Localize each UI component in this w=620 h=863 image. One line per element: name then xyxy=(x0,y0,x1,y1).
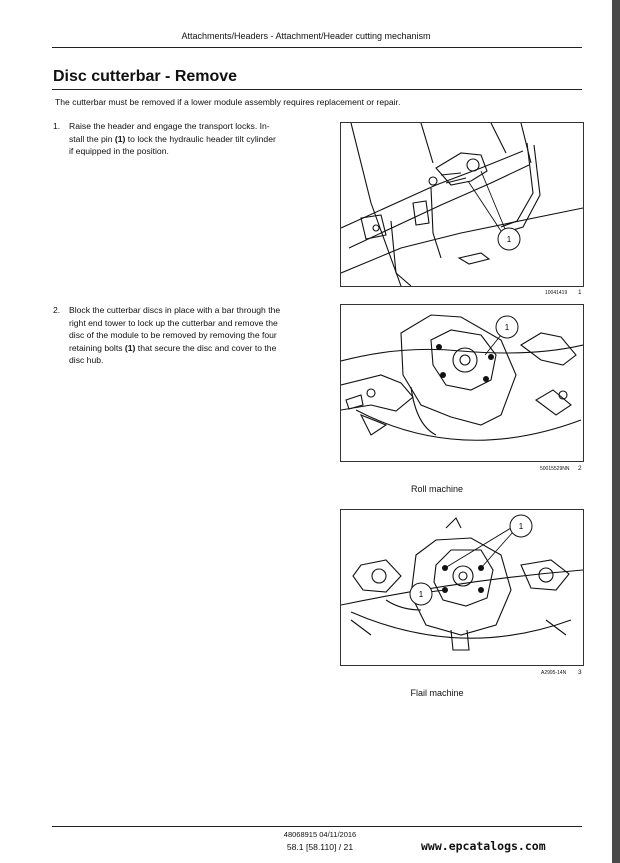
figure-1-illustration xyxy=(341,123,583,286)
page-edge-shadow xyxy=(612,0,620,863)
figure-2-roll-machine-disc xyxy=(340,304,584,462)
figure-2-illustration xyxy=(341,305,583,461)
figure-1-code: 10041419 xyxy=(545,290,568,296)
running-header: Attachments/Headers - Attachment/Header cutting mechanism xyxy=(181,31,431,41)
callout-label: 1 xyxy=(518,522,524,531)
step-2 xyxy=(53,304,319,367)
callout-label: 1 xyxy=(506,235,512,244)
watermark: www.epcatalogs.com xyxy=(421,839,546,853)
figure-3-code: A2995-14N xyxy=(541,670,567,676)
figure-1-number: 1 xyxy=(578,289,582,296)
section-title: Disc cutterbar - Remove xyxy=(53,68,238,85)
figure-2-number: 2 xyxy=(578,465,582,472)
callout-ref: (1) xyxy=(114,133,126,144)
step-text: Block the cutterbar discs in place with a bar through the right end tower to lock up the cutterbar and remove the disc of the module to be removed by removing the four retaining bolts (1) that secure the disc and cover to the disc hub. xyxy=(69,305,281,365)
figure-3-number: 3 xyxy=(578,669,582,676)
figure-3-illustration xyxy=(341,510,583,665)
footer-page-ref: 58.1 [58.110] / 21 xyxy=(286,842,354,852)
callout-label: 1 xyxy=(504,323,510,332)
figure-2-code: 50015529NN xyxy=(540,466,570,472)
footer-doc-ref: 48068915 04/11/2016 xyxy=(283,830,357,839)
step-1 xyxy=(53,120,319,158)
header-rule xyxy=(52,47,582,48)
step-number: 2. xyxy=(53,305,61,315)
step-text: Raise the header and engage the transport locks. In- stall the pin (1) to lock the hydraulic header tilt cylinder if equipped in the position. xyxy=(69,121,276,156)
callout-label: 1 xyxy=(418,590,424,599)
intro-text: The cutterbar must be removed if a lower module assembly requires replacement or repair. xyxy=(55,97,401,107)
figure-3-caption: Flail machine xyxy=(410,688,464,698)
figure-1-header-tilt-cylinder xyxy=(340,122,584,287)
footer xyxy=(260,829,380,853)
figure-3-flail-machine-disc xyxy=(340,509,584,666)
callout-ref: (1) xyxy=(124,342,136,353)
step-number: 1. xyxy=(53,121,61,131)
title-rule xyxy=(52,89,582,90)
footer-rule xyxy=(52,826,582,827)
figure-2-caption: Roll machine xyxy=(410,484,464,494)
